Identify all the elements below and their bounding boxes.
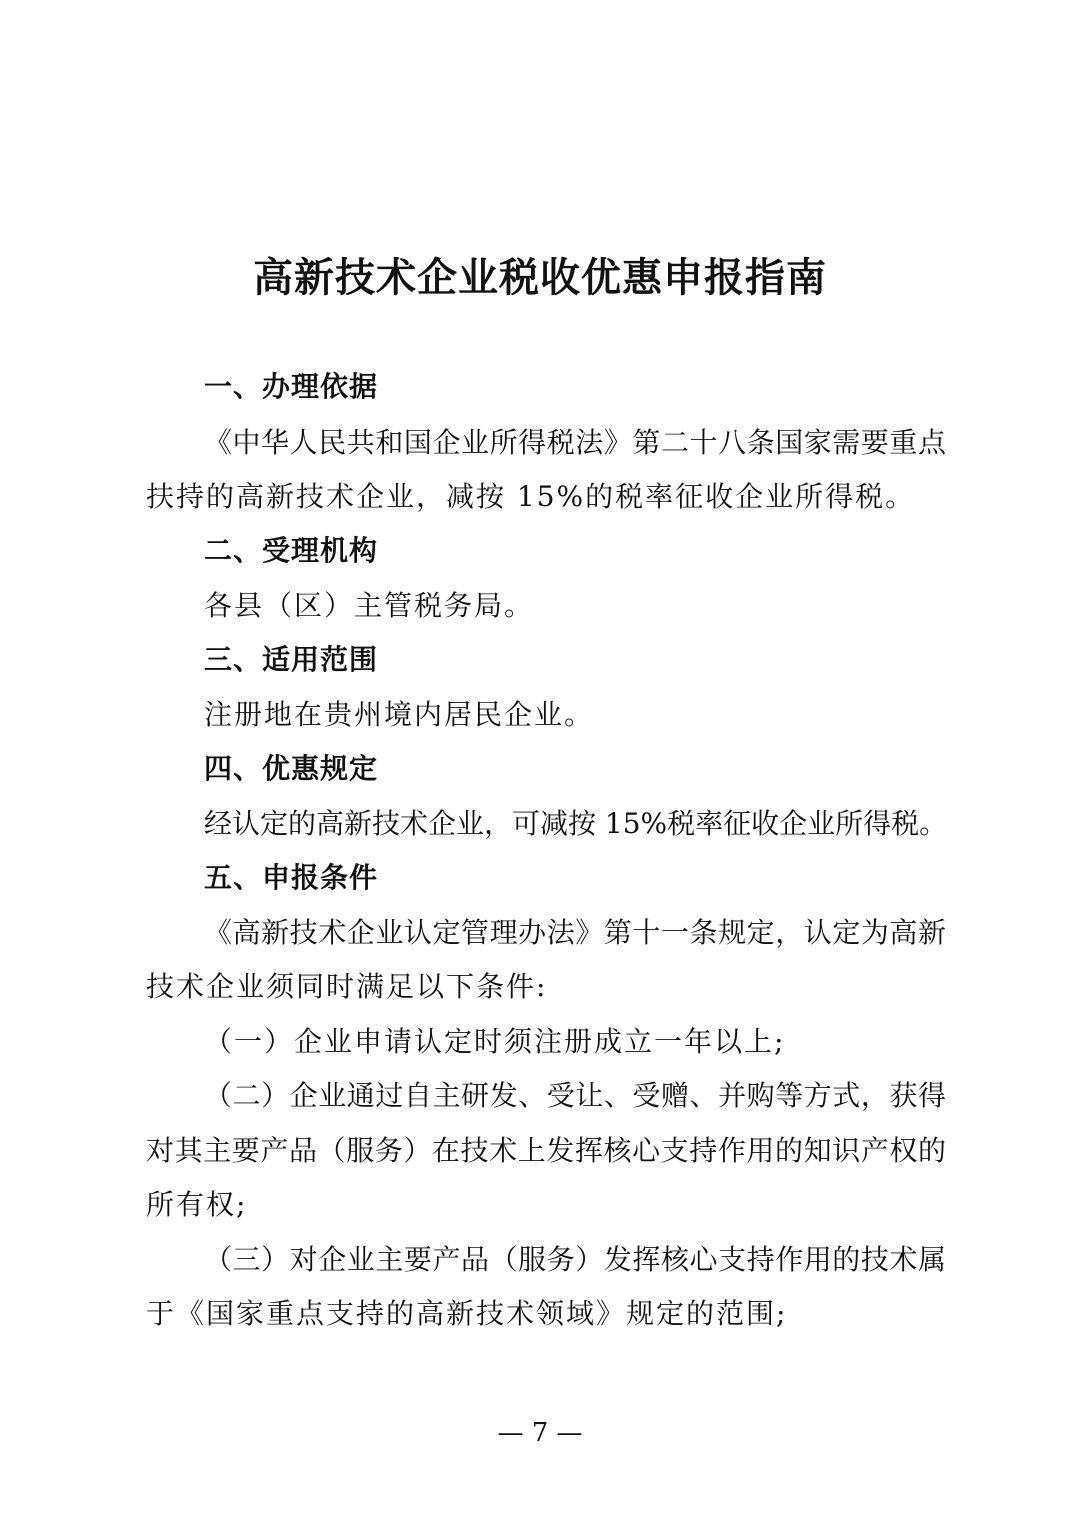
section-heading-conditions: 五、申报条件 bbox=[204, 861, 379, 894]
section-body-line: 《高新技术企业认定管理办法》第十一条规定，认定为高新 bbox=[204, 916, 946, 949]
section-heading-basis: 一、办理依据 bbox=[204, 370, 379, 403]
condition-item-3: （三）对企业主要产品（服务）发挥核心支持作用的技术属 bbox=[204, 1243, 946, 1276]
document-title: 高新技术企业税收优惠申报指南 bbox=[253, 255, 827, 301]
section-body-line: 各县（区）主管税务局。 bbox=[204, 589, 535, 622]
section-body-line: 注册地在贵州境内居民企业。 bbox=[204, 698, 595, 731]
condition-item-1: （一）企业申请认定时须注册成立一年以上; bbox=[204, 1025, 786, 1058]
condition-item-2-cont: 所有权; bbox=[146, 1188, 248, 1221]
section-heading-preferential: 四、优惠规定 bbox=[204, 752, 379, 785]
section-body-line: 技术企业须同时满足以下条件: bbox=[146, 970, 548, 1003]
section-heading-agency: 二、受理机构 bbox=[204, 534, 379, 567]
section-body-line: 《中华人民共和国企业所得税法》第二十八条国家需要重点 bbox=[204, 426, 946, 459]
page-number: — 7 — bbox=[497, 1418, 583, 1448]
condition-item-2: （二）企业通过自主研发、受让、受赠、并购等方式，获得 bbox=[204, 1079, 946, 1112]
section-heading-scope: 三、适用范围 bbox=[204, 643, 379, 676]
condition-item-3-cont: 于《国家重点支持的高新技术领域》规定的范围; bbox=[146, 1297, 788, 1330]
condition-item-2-cont: 对其主要产品（服务）在技术上发挥核心支持作用的知识产权的 bbox=[146, 1134, 946, 1167]
section-body-line: 扶持的高新技术企业，减按 15%的税率征收企业所得税。 bbox=[146, 480, 916, 513]
section-body-line: 经认定的高新技术企业，可减按 15%税率征收企业所得税。 bbox=[204, 807, 948, 840]
